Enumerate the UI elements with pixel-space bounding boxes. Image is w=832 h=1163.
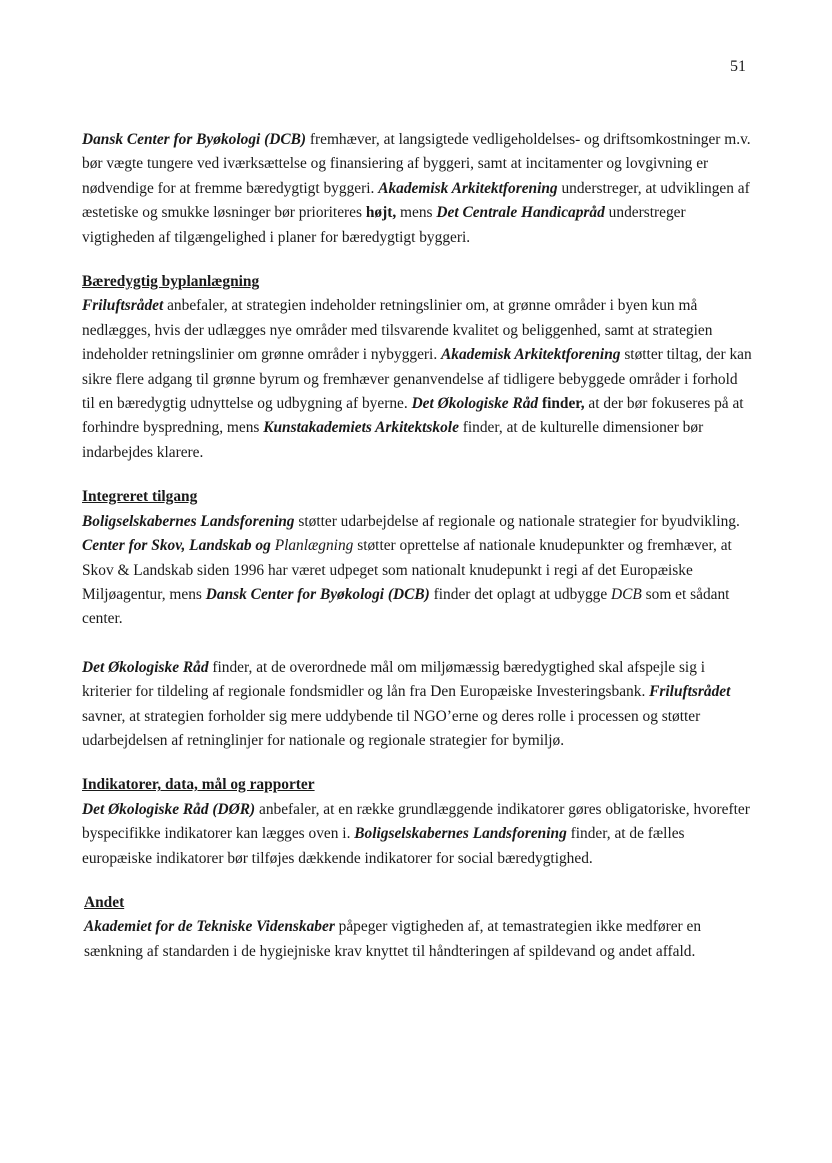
section-integrated-approach [82,485,754,753]
intro-paragraph: Dansk Center for Byøkologi (DCB) fremhæver, at langsigtede vedligeholdelses- og driftsomkostninger m.v. bør vægte tungere ved iværksættelse og finansiering af byggeri, samt at incitamenter og lovgivning er nødvendige for at fremme bæredygtigt byggeri. Akademisk Arkitektforening understreger, at udviklingen af æstetiske og smukke løsninger bør prioriteres højt, mens Det Centrale Handicapråd understreger vigtigheden af tilgængelighed i planer for bæredygtigt byggeri. [82,131,751,246]
organization-name: Det Økologiske Råd [82,658,209,676]
organization-name: Dansk Center for Byøkologi (DCB) [82,131,307,148]
organization-name: Det Centrale Handicapråd [436,204,605,222]
intro-block [82,128,754,250]
organization-name: Det Økologiske Råd (DØR) [82,800,256,818]
section-heading: Andet [84,893,125,911]
section-indicators [82,773,754,871]
organization-name: Akademisk Arkitektforening [378,179,558,197]
section-heading: Bæredygtig byplanlægning [82,273,260,291]
section-sustainable-urban-planning [82,270,754,465]
organization-name: Center for Skov, Landskab og [82,537,271,555]
organization-name: Friluftsrådet [82,297,164,315]
organization-name: Dansk Center for Byøkologi (DCB) [205,585,430,603]
organization-name: Akademisk Arkitektforening [441,346,621,364]
bold-text: finder, [538,395,585,413]
section-paragraph: Det Økologiske Råd (DØR) anbefaler, at en række grundlæggende indikatorer gøres obligatoriske, hvorefter byspecifikke indikatorer kan lægges oven i. Boligselskabernes Landsforening finder, at de fælles europæiske indikatorer bør tilføjes dækkende indikatorer for social bæredygtighed. [82,800,750,867]
page-number: 51 [730,58,746,75]
section-other [82,891,754,964]
section-heading: Integreret tilgang [82,488,198,506]
italic-text: DCB [611,585,642,603]
bold-text: højt, [365,204,397,222]
italic-text: Planlægning [274,537,354,555]
section-heading: Indikatorer, data, mål og rapporter [82,776,315,794]
document-body [82,128,754,964]
section-paragraph: Friluftsrådet anbefaler, at strategien indeholder retningslinier om, at grønne områder i byen kun må nedlægges, hvis der udlægges nye områder med tilsvarende kvalitet og beliggenhed, samt at strategien indeholder retningslinier om grønne områder i nybyggeri. Akademisk Arkitektforening støtter tiltag, der kan sikre flere adgang til grønne byrum og fremhæver genanvendelse af tidligere bebyggede områder i forhold til en bæredygtig udnyttelse og udbygning af byerne. Det Økologiske Råd finder, at der bør fokuseres på at forhindre byspredning, mens Kunstakademiets Arkitektskole finder, at de kulturelle dimensioner bør indarbejdes klarere. [82,297,752,461]
section-paragraph: Boligselskabernes Landsforening støtter udarbejdelse af regionale og nationale strategier for byudvikling. Center for Skov, Landskab og Planlægning støtter oprettelse af nationale knudepunkter og fremhæver, at Skov & Landskab siden 1996 har været udpeget som nationalt knudepunkt i regi af det Europæiske Miljøagentur, mens Dansk Center for Byøkologi (DCB) finder det oplagt at udbygge DCB som et sådant center. [82,512,740,628]
section-paragraph: Det Økologiske Råd finder, at de overordnede mål om miljømæssig bæredygtighed skal afspejle sig i kriterier for tildeling af regionale fondsmidler og lån fra Den Europæiske Investeringsbank. Friluftsrådet savner, at strategien forholder sig mere uddybende til NGO’erne og deres rolle i processen og støtter udarbejdelsen af retninglinjer for nationale og regionale strategier for bymiljø. [82,658,731,749]
organization-name: Akademiet for de Tekniske Videnskaber [84,918,335,936]
organization-name: Kunstakademiets Arkitektskole [263,419,459,437]
section-paragraph: Akademiet for de Tekniske Videnskaber påpeger vigtigheden af, at temastrategien ikke medfører en sænkning af standarden i de hygiejniske krav knyttet til håndteringen af spildevand og andet affald. [84,918,702,960]
organization-name: Boligselskabernes Landsforening [354,825,567,843]
organization-name: Friluftsrådet [649,683,731,701]
organization-name: Boligselskabernes Landsforening [82,512,295,530]
organization-name: Det Økologiske Råd [411,395,539,413]
